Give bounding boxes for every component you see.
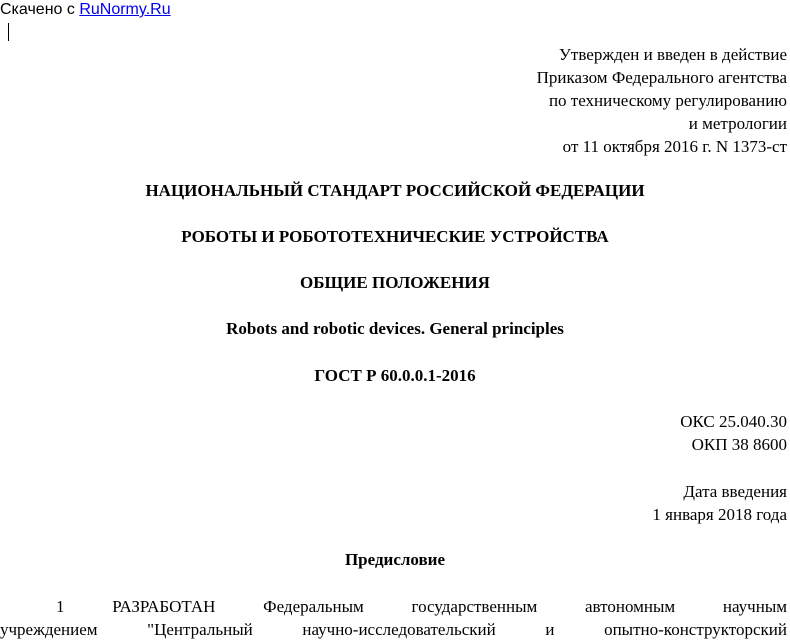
approval-line: от 11 октября 2016 г. N 1373-ст bbox=[562, 137, 787, 156]
introduction-date-block bbox=[652, 480, 787, 526]
approval-block bbox=[537, 43, 787, 158]
introduction-date-value: 1 января 2018 года bbox=[652, 505, 787, 524]
classification-codes bbox=[680, 410, 787, 456]
okp-code: ОКП 38 8600 bbox=[691, 435, 787, 454]
approval-line: Приказом Федерального агентства bbox=[536, 68, 787, 87]
national-standard-heading: НАЦИОНАЛЬНЫЙ СТАНДАРТ РОССИЙСКОЙ ФЕДЕРАЦИИ bbox=[145, 181, 645, 200]
approval-line: по техническому регулированию bbox=[548, 91, 787, 110]
approval-line: и метрологии bbox=[688, 114, 787, 133]
paragraph-line: учреждением "Центральный научно-исследовательский и опытно-конструкторский bbox=[0, 620, 787, 639]
approval-line: Утвержден и введен в действие bbox=[558, 45, 787, 64]
gost-code: ГОСТ Р 60.0.0.1-2016 bbox=[314, 366, 476, 385]
introduction-date-label: Дата введения bbox=[683, 482, 787, 501]
english-title: Robots and robotic devices. General principles bbox=[226, 319, 564, 338]
preface-heading: Предисловие bbox=[344, 550, 446, 569]
oks-code: ОКС 25.040.30 bbox=[680, 412, 787, 431]
source-link[interactable]: RuNormy.Ru bbox=[79, 1, 171, 18]
preface-paragraph bbox=[0, 595, 787, 641]
document-title: РОБОТЫ И РОБОТОТЕХНИЧЕСКИЕ УСТРОЙСТВА bbox=[181, 227, 609, 246]
text-cursor bbox=[8, 23, 9, 41]
source-line bbox=[0, 0, 171, 19]
paragraph-line: 1 РАЗРАБОТАН Федеральным государственным автономным научным bbox=[56, 597, 787, 616]
source-prefix: Скачено с bbox=[0, 1, 80, 18]
document-subtitle: ОБЩИЕ ПОЛОЖЕНИЯ bbox=[300, 273, 490, 292]
